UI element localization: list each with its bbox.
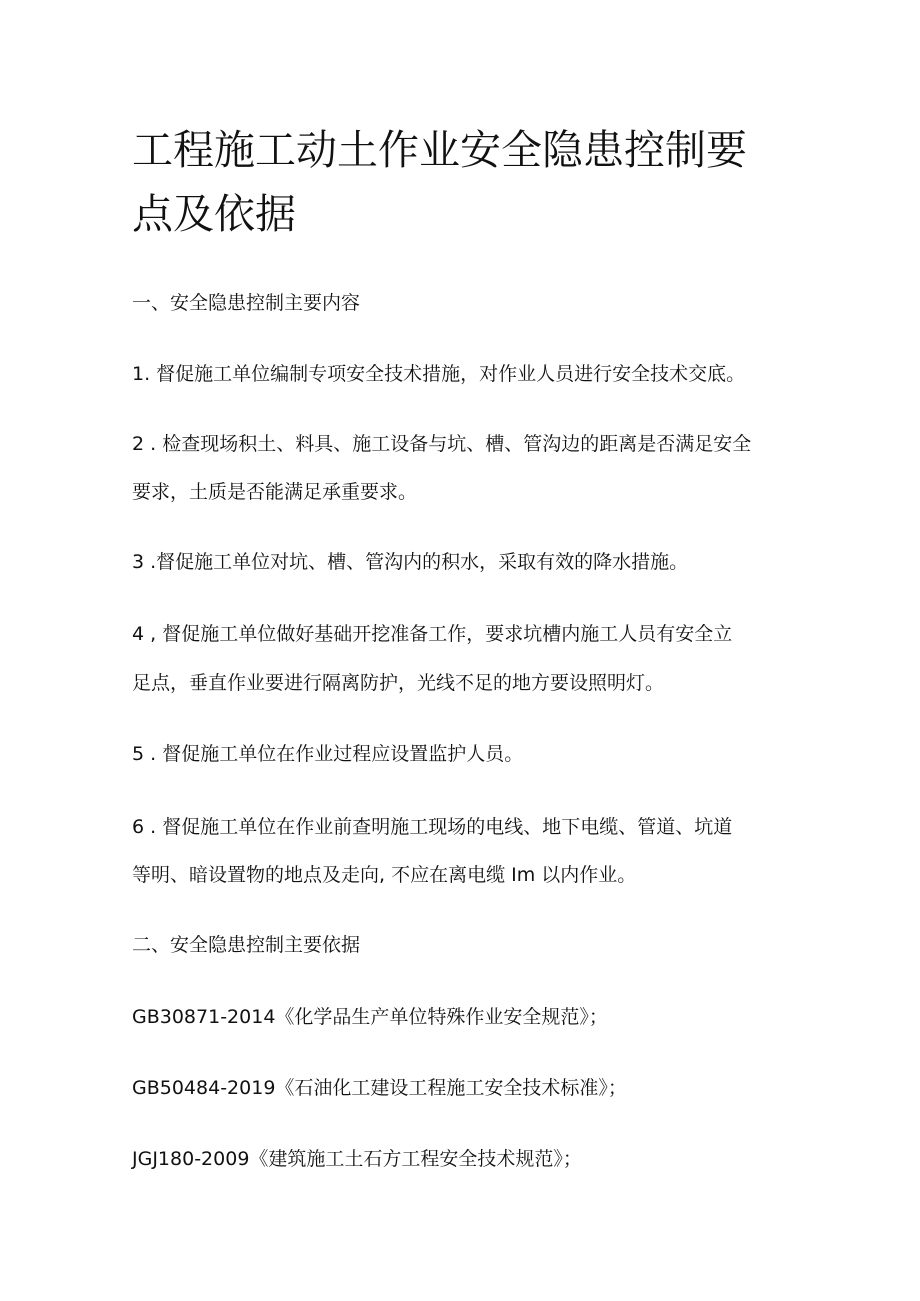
content-item-5: 5 . 督促施工单位在作业过程应设置监护人员。 <box>132 743 524 765</box>
title-line-1: 工程施工动土作业安全隐患控制要 <box>132 126 747 174</box>
content-item-4-line-2: 足点，垂直作业要进行隔离防护，光线不足的地方要设照明灯。 <box>132 672 665 694</box>
title-line-2: 点及依据 <box>132 190 296 238</box>
reference-1: GB30871-2014《化学品生产单位特殊作业安全规范》； <box>132 1006 608 1028</box>
page-title <box>132 118 812 246</box>
reference-3: JGJ180-2009《建筑施工土石方工程安全技术规范》； <box>132 1148 582 1170</box>
content-item-2-line-1: 2 . 检查现场积土、料具、施工设备与坑、槽、管沟边的距离是否满足安全 <box>132 433 752 455</box>
content-item-2-line-2: 要求，土质是否能满足承重要求。 <box>132 481 418 503</box>
content-item-3: 3 .督促施工单位对坑、槽、管沟内的积水，采取有效的降水措施。 <box>132 551 689 573</box>
content-item-1: 1. 督促施工单位编制专项安全技术措施，对作业人员进行安全技术交底。 <box>132 363 746 385</box>
section-heading-content: 一、安全隐患控制主要内容 <box>132 292 361 314</box>
content-item-6-line-2: 等明、暗设置物的地点及走向, 不应在离电缆 Im 以内作业。 <box>132 864 637 886</box>
section-heading-basis: 二、安全隐患控制主要依据 <box>132 934 361 956</box>
content-item-4-line-1: 4 , 督促施工单位做好基础开挖准备工作，要求坑槽内施工人员有安全立 <box>132 623 733 645</box>
reference-2: GB50484-2019《石油化工建设工程施工安全技术标准》； <box>132 1077 627 1099</box>
content-item-6-line-1: 6 . 督促施工单位在作业前查明施工现场的电线、地下电缆、管道、坑道 <box>132 816 733 838</box>
